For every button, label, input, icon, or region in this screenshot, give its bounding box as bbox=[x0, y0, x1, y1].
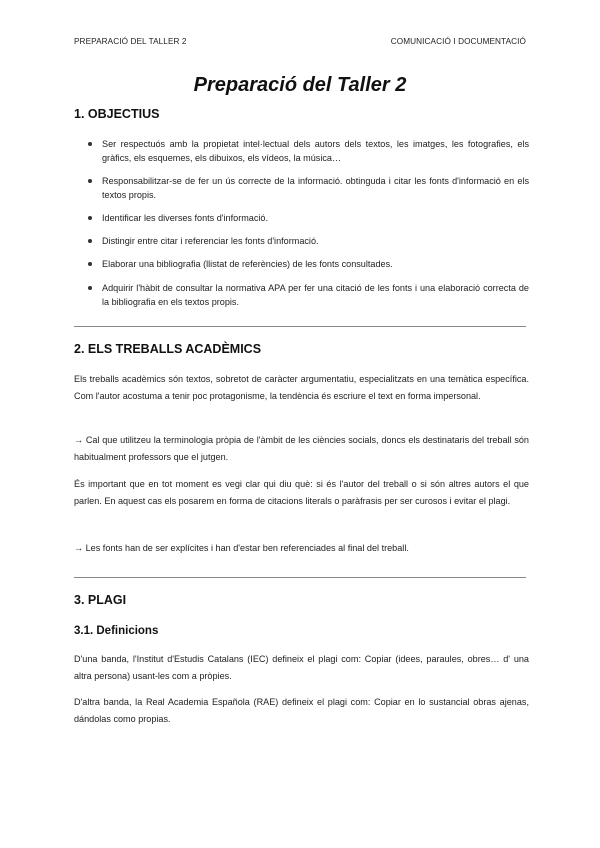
section-divider bbox=[74, 326, 526, 327]
list-item-text: Adquirir l'hàbit de consultar la normativa APA per fer una citació de les fonts i una elaboració correcta de la bibliografia en els textos propis. bbox=[102, 283, 529, 307]
section-heading-objectius: 1. OBJECTIUS bbox=[74, 107, 160, 121]
paragraph: D'altra banda, la Real Academia Española (RAE) defineix el plagi com: Copiar en lo sustancial obras ajenas, dándolas como propias. bbox=[74, 697, 529, 724]
bullet-icon bbox=[88, 239, 92, 243]
section-heading-plagi: 3. PLAGI bbox=[74, 593, 127, 607]
section-heading-treballs-academics: 2. ELS TREBALLS ACADÈMICS bbox=[74, 342, 262, 356]
running-header-left: PREPARACIÓ DEL TALLER 2 bbox=[74, 37, 187, 46]
paragraph: → Les fonts han de ser explícites i han d'estar ben referenciades al final del treball. bbox=[74, 543, 409, 553]
paragraph: → Cal que utilitzeu la terminologia pròpia de l'àmbit de les ciències socials, doncs els destinataris del treball són habitualment professors que el jutgen. bbox=[74, 435, 529, 462]
paragraph: D'una banda, l'Institut d'Estudis Catalans (IEC) defineix el plagi com: Copiar (idees, paraules, obres… d' una altra persona) usant-les com a pròpies. bbox=[74, 654, 529, 681]
document-title: Preparació del Taller 2 bbox=[193, 74, 407, 96]
paragraph: És important que en tot moment es vegi clar qui diu què: si és l'autor del treball o si són altres autors el que parlen. En aquest cas els posarem en forma de citacions literals o paràfrasis per ser curosos i evitar el plagi. bbox=[74, 479, 529, 506]
list-item-text: Ser respectuós amb la propietat intel·lectual dels autors dels textos, les imatges, les fotografies, els gràfics, els esquemes, els dibuixos, els vídeos, la música… bbox=[102, 139, 529, 163]
section-divider bbox=[74, 577, 526, 578]
bullet-icon bbox=[88, 142, 92, 146]
running-header-right: COMUNICACIÓ I DOCUMENTACIÓ bbox=[390, 37, 526, 46]
subsection-heading-definicions: 3.1. Definicions bbox=[74, 625, 159, 637]
paragraph: Els treballs acadèmics són textos, sobretot de caràcter argumentatiu, especialitzats en una temàtica específica. Com l'autor acostuma a tenir poc protagonisme, la tendència és escriure el text en forma impersonal. bbox=[74, 374, 529, 401]
bullet-icon bbox=[88, 262, 92, 266]
bullet-icon bbox=[88, 179, 92, 183]
list-item-text: Identificar les diverses fonts d'informació. bbox=[102, 213, 269, 223]
bullet-icon bbox=[88, 286, 92, 290]
bullet-icon bbox=[88, 216, 92, 220]
list-item-text: Distingir entre citar i referenciar les fonts d'informació. bbox=[102, 236, 319, 246]
list-item-text: Elaborar una bibliografia (llistat de referències) de les fonts consultades. bbox=[102, 259, 393, 269]
list-item-text: Responsabilitzar-se de fer un ús correcte de la informació. obtinguda i citar les fonts d'informació en els textos propis. bbox=[102, 176, 529, 200]
